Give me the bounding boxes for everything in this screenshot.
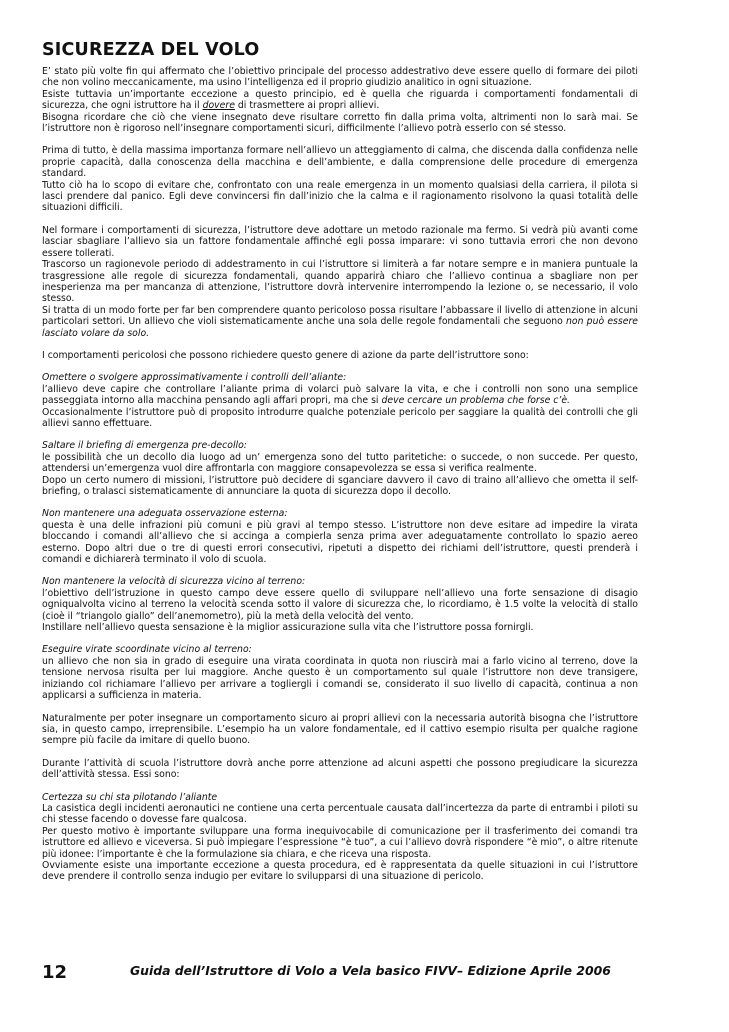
section-who-flies-paragraph-3: Ovviamente esiste una importante eccezione a questa procedura, ed è rappresentata da quelle situazioni in cui l’istruttore deve prendere il controllo senza indugio per evitare lo svilupparsi di una situazione di pericolo.: [42, 859, 638, 883]
emphasis-dovere: dovere: [202, 100, 235, 112]
behaviors-intro: I comportamenti pericolosi che possono richiedere questo genere di azione da parte dell’istruttore sono:: [42, 349, 529, 361]
section-title-briefing: Saltare il briefing di emergenza pre-decollo:: [42, 440, 247, 452]
footer-title: Guida dell’Istruttore di Volo a Vela basico FIVV– Edizione Aprile 2006: [130, 963, 611, 978]
page-title: SICUREZZA DEL VOLO: [42, 40, 260, 60]
section-title-lookout: Non mantenere una adeguata osservazione esterna:: [42, 508, 288, 520]
intro-paragraph-3: Bisogna ricordare che ciò che viene insegnato deve risultare corretto fin dalla prima volta, altrimenti non lo sarà mai. Se l’istruttore non è rigoroso nell’insegnare comportamenti sicuri, difficilmente l’allievo potrà esserlo con sé stesso.: [42, 111, 638, 135]
section-title-speed: Non mantenere la velocità di sicurezza vicino al terreno:: [42, 576, 306, 588]
section-who-flies-paragraph-1: La casistica degli incidenti aeronautici ne contiene una certa percentuale causata dall’incertezza da parte di entrambi i piloti su chi stesse facendo o dovesse fare qualcosa.: [42, 802, 638, 826]
section-controls-paragraph-2: Occasionalmente l’istruttore può di proposito introdurre qualche potenziale pericolo per saggiare la qualità dei controlli che gli allievi sanno effettuare.: [42, 406, 638, 429]
section-title-turns: Eseguire virate scoordinate vicino al terreno:: [42, 644, 252, 656]
section-title-who-flies: Certezza su chi sta pilotando l’aliante: [42, 791, 218, 803]
method-paragraph-1: Nel formare i comportamenti di sicurezza, l’istruttore deve adottare un metodo razionale ma fermo. Si vedrà più avanti come lasciar sbagliare l’allievo sia un fattore fondamentale affinché egli possa imparare: vi sono tuttavia errori che non devono essere tollerati.: [42, 224, 638, 259]
method-paragraph-2: Trascorso un ragionevole periodo di addestramento in cui l’istruttore si limiterà a far notare sempre e in maniera puntuale la trasgressione alle regole di sicurezza fondamentali, quando apparirà chiaro che l’allievo continua a sbagliare non per inesperienza ma per mancanza di attenzione, l’istruttore dovrà intervenire interrompendo la lezione o, se necessario, il volo stesso.: [42, 259, 638, 305]
calm-paragraph-1: Prima di tutto, è della massima importanza formare nell’allievo un atteggiamento di calma, che discenda dalla confidenza nelle proprie capacità, dalla conoscenza della macchina e dell’ambiente, e dalla comprensione delle procedure di emergenza standard.: [42, 145, 638, 180]
calm-paragraph-2: Tutto ciò ha lo scopo di evitare che, confrontato con una reale emergenza in un momento qualsiasi della carriera, il pilota si lasci prendere dal panico. Egli deve convincersi fin dall’inizio che la calma e il ragionamento risolvono la quasi totalità delle situazioni difficili.: [42, 179, 638, 214]
emphasis-problem: deve cercare un problema che forse c’è.: [381, 395, 571, 407]
school-paragraph: Durante l’attività di scuola l’istruttore dovrà anche porre attenzione ad alcuni aspetti che possono pregiudicare la sicurezza dell’attività stessa. Essi sono:: [42, 757, 638, 781]
section-controls-paragraph-1: l’allievo deve capire che controllare l’aliante prima di volarci può salvare la vita, e che i controlli non sono una semplice passeggiata intorno alla macchina pensando agli affari propri, ma che si deve cercare un problema che forse c’è.: [42, 383, 638, 407]
page-content: [42, 40, 638, 883]
intro-paragraph-1: E’ stato più volte fin qui affermato che l’obiettivo principale del processo addestrativo deve essere quello di formare dei piloti che non volino meccanicamente, ma usino l’intelligenza ed il proprio giudizio analitico in ogni situazione.: [42, 66, 638, 89]
section-briefing-paragraph-2: Dopo un certo numero di missioni, l’istruttore può decidere di sganciare davvero il cavo di traino all’allievo che ometta il self-briefing, o tralasci sistematicamente di annunciare la quota di sicurezza dopo il decollo.: [42, 474, 638, 497]
section-lookout-paragraph-1: questa è una delle infrazioni più comuni e più gravi al tempo stesso. L’istruttore non deve esitare ad impedire la virata bloccando i comandi all’allievo che si accinga a compierla senza prima aver adeguatamente controllato lo spazio aereo esterno. Dopo altri due o tre di questi errori consecutivi, ripetuti a dispetto dei richiami dell’istruttore, questi prenderà i comandi e dichiarerà terminato il volo di scuola.: [42, 519, 638, 566]
method-paragraph-3: Si tratta di un modo forte per far ben comprendere quanto pericoloso possa risultare l’abbassare il livello di attenzione in alcuni particolari settori. Un allievo che violi sistematicamente anche una sola delle regole fondamentali che seguono non può essere lasciato volare da solo.: [42, 304, 638, 339]
intro-paragraph-2: Esiste tuttavia un’importante eccezione a questo principio, ed è quella che riguarda i comportamenti fondamentali di sicurezza, che ogni istruttore ha il dovere di trasmettere ai propri allievi.: [42, 88, 638, 112]
emphasis-not-solo: non può essere lasciato volare da solo.: [42, 316, 638, 339]
example-paragraph: Naturalmente per poter insegnare un comportamento sicuro ai propri allievi con la necessaria autorità bisogna che l’istruttore sia, in questo campo, irreprensibile. L’esempio ha un valore fondamentale, ed il cattivo esempio risulta per qualche ragione sempre più facile da imitare di quello buono.: [42, 712, 638, 747]
section-briefing-paragraph-1: le possibilità che un decollo dia luogo ad un’ emergenza sono del tutto paritetiche: o succede, o non succede. Per questo, attendersi un’emergenza vuol dire affrontarla con maggiore consapevolezza se essa si verifica realmente.: [42, 451, 638, 475]
section-title-controls: Omettere o svolgere approssimativamente i controlli dell’aliante:: [42, 372, 347, 384]
section-speed-paragraph-2: Instillare nell’allievo questa sensazione è la miglior assicurazione sulla vita che l’istruttore possa fornirgli.: [42, 622, 534, 634]
section-turns-paragraph-1: un allievo che non sia in grado di eseguire una virata coordinata in quota non riuscirà mai a farlo vicino al terreno, dove la tensione nervosa risulta per lui maggiore. Anche questo è un comportamento sul quale l’istruttore non deve transigere, iniziando col richiamare l’allievo per arrivare a togliergli i comandi se, considerato il suo livello di capacità, continua a non applicarsi a sufficienza in materia.: [42, 655, 638, 702]
section-speed-paragraph-1: l’obiettivo dell’istruzione in questo campo deve essere quello di sviluppare nell’allievo una forte sensazione di disagio ogniqualvolta vicino al terreno la velocità scenda sotto il valore di sicurezza che, lo ricordiamo, è 1.5 volte la velocità di stallo (cioè il “triangolo giallo” dell’anemometro), più la metà della velocità del vento.: [42, 587, 638, 622]
section-who-flies-paragraph-2: Per questo motivo è importante sviluppare una forma inequivocabile di comunicazione per il trasferimento dei comandi tra istruttore ed allievo e viceversa. Si può impiegare l’espressione “è tuo”, a cui l’allievo dovrà rispondere “è mio”, o altre ritenute più idonee: l’importante è che la formulazione sia chiara, e che riceva una risposta.: [42, 825, 638, 860]
page-number: 12: [42, 962, 68, 983]
